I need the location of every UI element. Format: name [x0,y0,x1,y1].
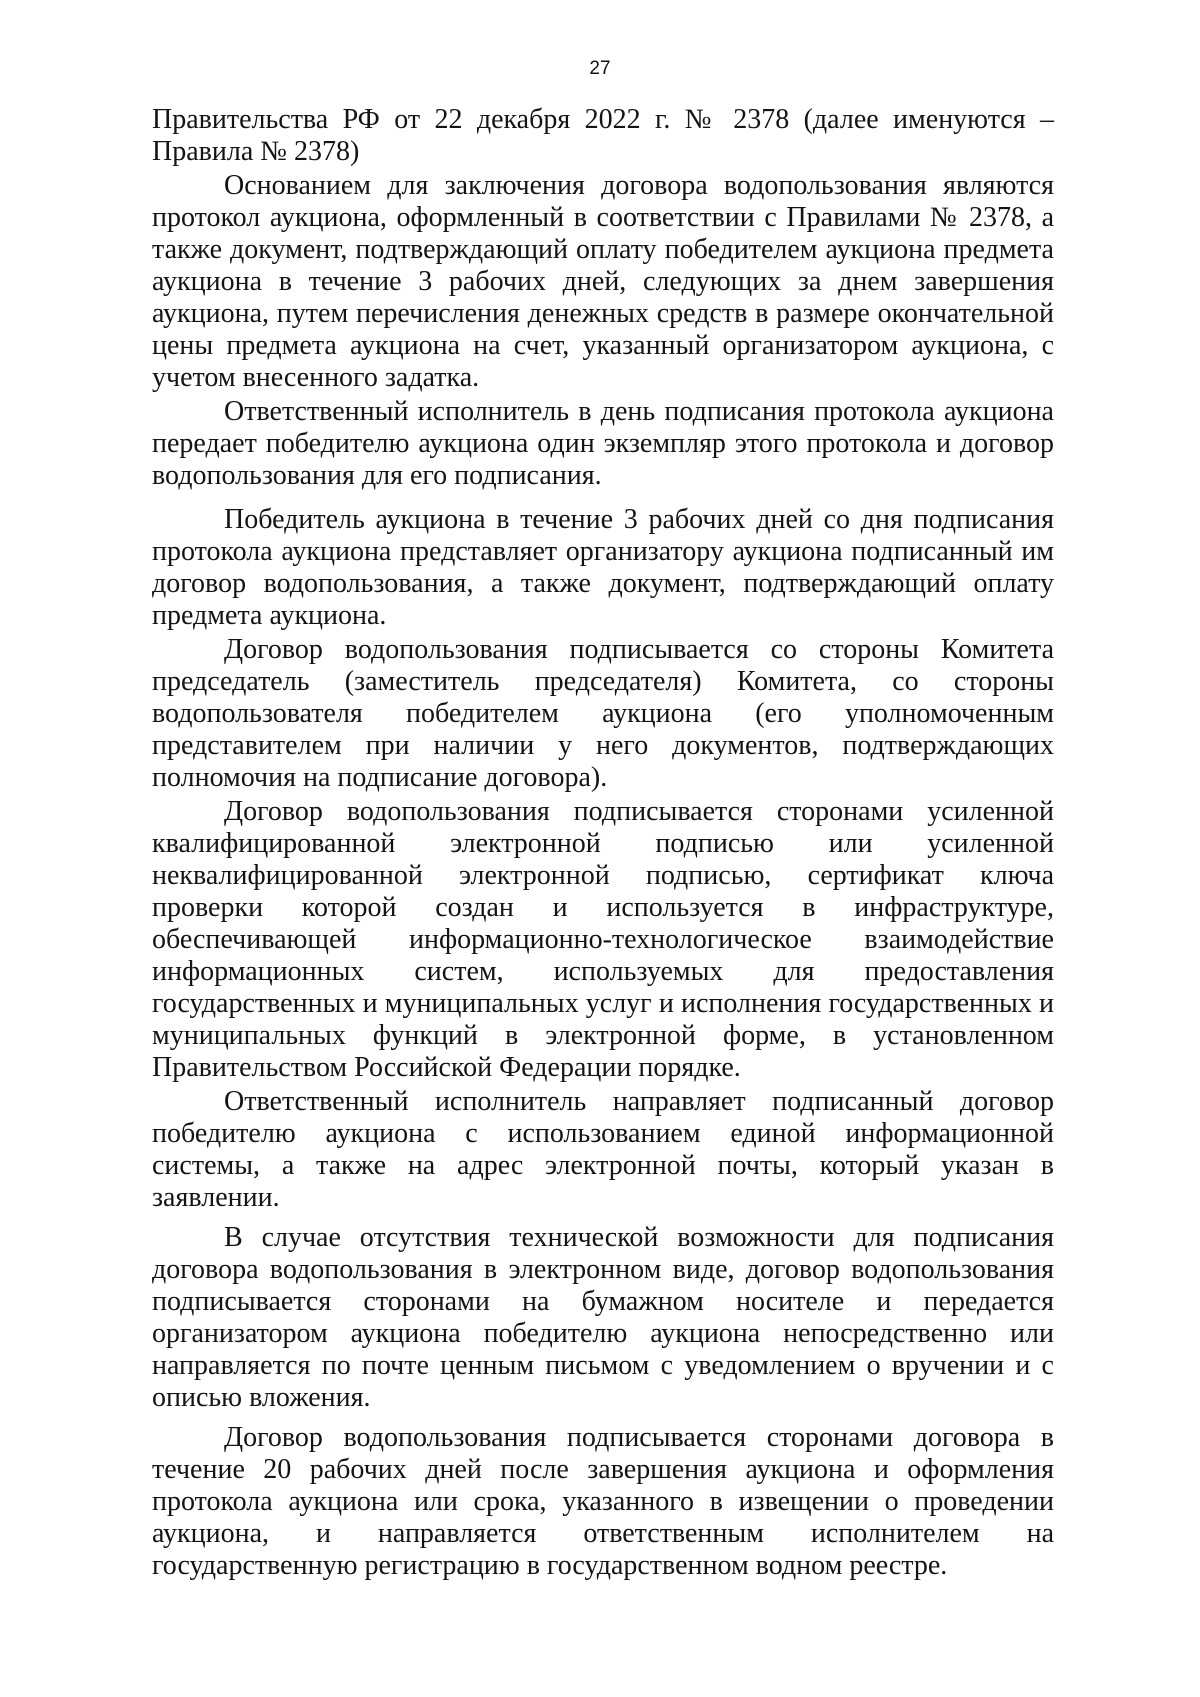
paragraph-signing-deadline: Договор водопользования подписывается сторонами договора в течение 20 рабочих дней после завершения аукциона и оформления протокола аукциона или срока, указанного в извещении о проведении аукциона, и направляется ответственным исполнителем на государственную регистрацию в государственном водном реестре. [152,1422,1054,1581]
document-body [152,104,1054,1582]
paragraph-winner-submission: Победитель аукциона в течение 3 рабочих дней со дня подписания протокола аукциона представляет организатору аукциона подписанный им договор водопользования, а также документ, подтверждающий оплату предмета аукциона. [152,504,1054,631]
paragraph-contract-sending: Ответственный исполнитель направляет подписанный договор победителю аукциона с использованием единой информационной системы, а также на адрес электронной почты, который указан в заявлении. [152,1086,1054,1213]
page-number: 27 [589,58,611,79]
paragraph-protocol-transfer: Ответственный исполнитель в день подписания протокола аукциона передает победителю аукциона один экземпляр этого протокола и договор водопользования для его подписания. [152,396,1054,491]
paragraph-signing-parties: Договор водопользования подписывается со стороны Комитета председатель (заместитель председателя) Комитета, со стороны водопользователя победителем аукциона (его уполномоченным представителем при наличии у него документов, подтверждающих полномочия на подписание договора). [152,634,1054,793]
paragraph-contract-basis: Основанием для заключения договора водопользования являются протокол аукциона, оформленный в соответствии с Правилами № 2378, а также документ, подтверждающий оплату победителем аукциона предмета аукциона в течение 3 рабочих дней, следующих за днем завершения аукциона, путем перечисления денежных средств в размере окончательной цены предмета аукциона на счет, указанный организатором аукциона, с учетом внесенного задатка. [152,170,1054,393]
paragraph-paper-signing: В случае отсутствия технической возможности для подписания договора водопользования в электронном виде, договор водопользования подписывается сторонами на бумажном носителе и передается организатором аукциона победителю аукциона непосредственно или направляется по почте ценным письмом с уведомлением о вручении и с описью вложения. [152,1222,1054,1413]
paragraph-electronic-signature: Договор водопользования подписывается сторонами усиленной квалифицированной электронной подписью или усиленной неквалифицированной электронной подписью, сертификат ключа проверки которой создан и используется в инфраструктуре, обеспечивающей информационно-технологическое взаимодействие информационных систем, используемых для предоставления государственных и муниципальных услуг и исполнения государственных и муниципальных функций в электронной форме, в установленном Правительством Российской Федерации порядке. [152,796,1054,1083]
paragraph-continuation: Правительства РФ от 22 декабря 2022 г. № 2378 (далее именуются – Правила № 2378) [152,104,1054,167]
